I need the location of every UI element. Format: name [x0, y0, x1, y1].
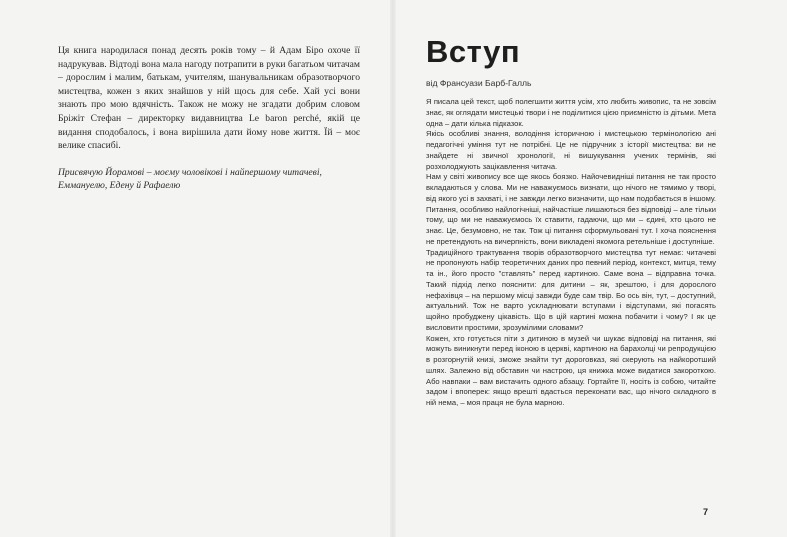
right-page — [426, 34, 730, 407]
page-number: 7 — [703, 507, 709, 517]
dedication: Присвячую Йорамові – моєму чоловікові і найпершому читачеві, Еммануелю, Едену й Рафаелю — [58, 166, 322, 192]
body-paragraph: Кожен, хто готується піти з дитиною в музей чи шукає відповіді на питання, які можуть виникнути перед іконою в церкві, картиною на барахолці чи репродукцією в розгорнутій книзі, зможе знайти тут дороговказ, які скерують на найкоротший шлях. Залежно від обставин чи настрою, ця книжка може видатися закороткою. Або навпаки – вам вистачить одного абзацу. Гортайте її, носіть із собою, читайте задом і впоперек: якщо врешті вдасться переконати вас, що нічого складного в ній нема, – моя праця не була марною. — [426, 333, 716, 407]
acknowledgement-paragraph: Ця книга народилася понад десять років тому – й Адам Біро охоче її надрукував. Відтоді вона мала нагоду потрапити в руки багатьом читачам – дорослим і малим, батькам, учителям, шанувальникам образотворчого мистецтва, кожен з яких знайшов у ній щось для себе. Хай усі вони знають про мою вдячність. Також не можу не згадати добрим словом Бріжіт Стефан – директорку видавництва Le baron perché, якій це видання сподобалось, і вона вирішила дати йому нове життя. Їй – моє велике спасибі. — [58, 45, 360, 152]
body-paragraph: Якісь особливі знання, володіння історичною і мистецькою термінологією ані педагогічні уміння тут не потрібні. Це не підручник з історії мистецтва: ви не знайдете ні звичної хронології, ні вишукування учених термінів, які розхолоджують зацікавлення читача. — [426, 129, 716, 171]
body-paragraph: Традиційного трактування творів образотворчого мистецтва тут немає: читачеві не пропонують набір теоретичних даних про певний період, контекст, митця, тему та ін., його просто "ставлять" перед картиною. Саме вона – відправна точка. Такий підхід легко пояснити: для дитини – як, зрештою, і для дорослого нефахівця – на першому місці завжди буде сам твір. Бо ось він, тут, – доступний, актуальний. Тож не варто ускладнювати вступами і відступами, які погасять щойно пробуджену цікавість. Що в цій картині можна побачити і чому? І як це висловити простими, зрозумілими словами? — [426, 247, 716, 332]
body-paragraph: Я писала цей текст, щоб полегшити життя усім, хто любить живопис, та не зовсім знає, як оглядати мистецькі твори і не поділитися цією приємністю із дітьми. Мета одна – дати кілька підказок. — [426, 97, 716, 128]
chapter-title: Вступ — [426, 34, 521, 69]
left-page — [58, 44, 360, 193]
chapter-byline: від Франсуази Барб-Галль — [426, 78, 532, 88]
book-gutter — [390, 0, 396, 537]
body-paragraph: Нам у світі живопису все ще якось боязко. Найочевидніші питання не так просто вкладаються у слова. Ми не наважуємось визнати, що нічого не тямимо у творі, від якого усі в захваті, і не завжди легко визначити, що нам подобається в іншому. Питання, особливо найлогічніші, найчастіше лишаються без відповіді – але тільки тому, що ми не наважуємось їх ставити, гадаючи, що ми – єдині, хто цього не знає. Це, безумовно, не так. Тож ці питання сформульовані тут. І хоча пояснення не претендують на вичерпність, вони викладені якомога ретельніше і доступніше. — [426, 172, 717, 246]
chapter-body — [426, 97, 716, 409]
